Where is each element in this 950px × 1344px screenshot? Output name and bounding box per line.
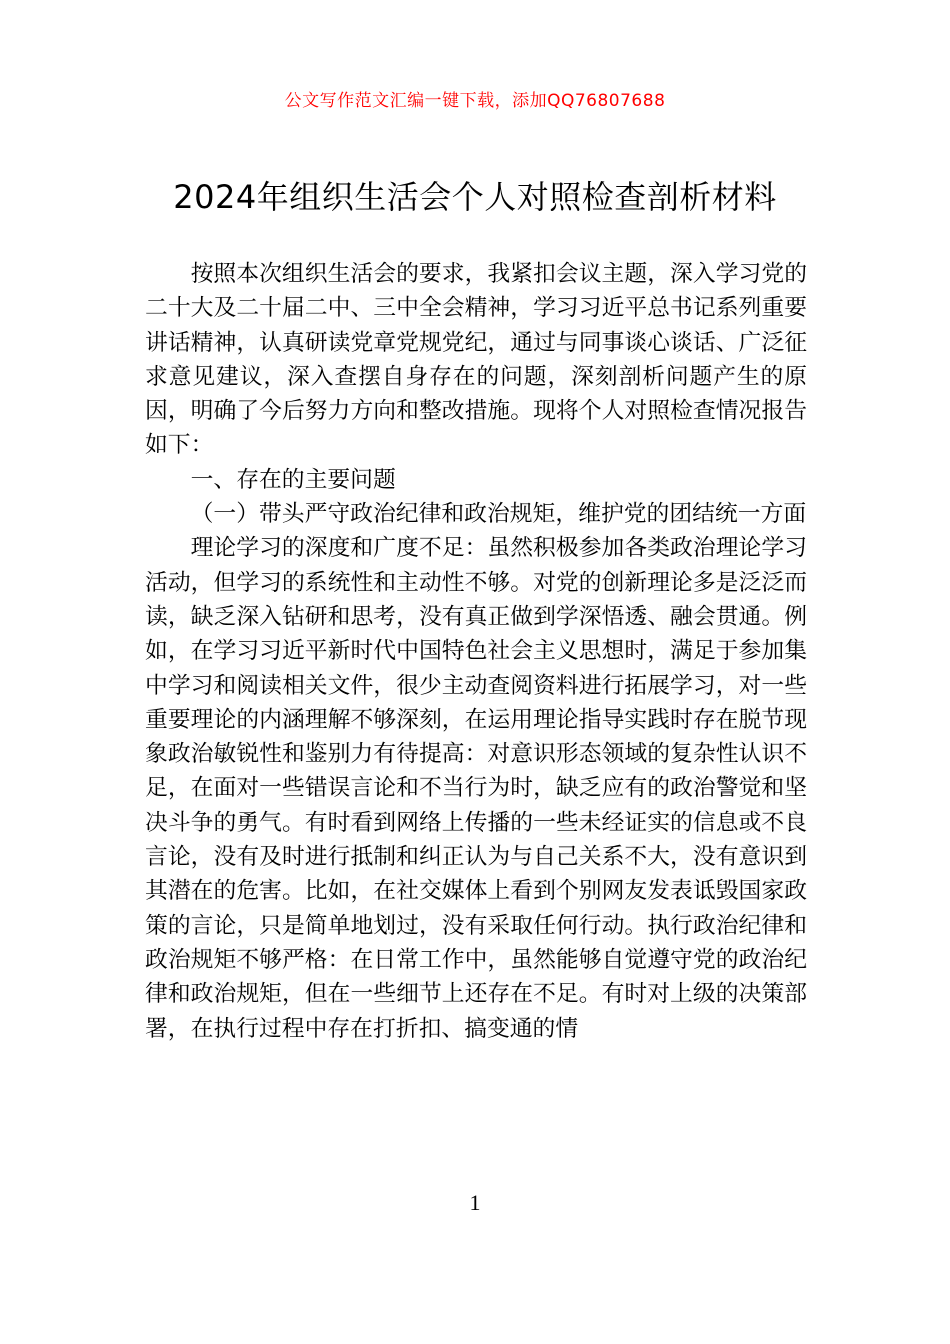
subsection-heading: （一）带头严守政治纪律和政治规矩，维护党的团结统一方面 [190,501,807,528]
document-body [145,257,807,1046]
body-paragraph: 理论学习的深度和广度不足：虽然积极参加各类政治理论学习活动，但学习的系统性和主动性不够。对党的创新理论多是泛泛而读，缺乏深入钻研和思考，没有真正做到学深悟透、融会贯通。例如，在学习习近平新时代中国特色社会主义思想时，满足于参加集中学习和阅读相关文件，很少主动查阅资料进行拓展学习，对一些重要理论的内涵理解不够深刻，在运用理论指导实践时存在脱节现象政治敏锐性和鉴别力有待提高：对意识形态领域的复杂性认识不足，在面对一些错误言论和不当行为时，缺乏应有的政治警觉和坚决斗争的勇气。有时看到网络上传播的一些未经证实的信息或不良言论，没有及时进行抵制和纠正认为与自己关系不大，没有意识到其潜在的危害。比如，在社交媒体上看到个别网友发表诋毁国家政策的言论，只是简单地划过，没有采取任何行动。执行政治纪律和政治规矩不够严格：在日常工作中，虽然能够自觉遵守党的政治纪律和政治规矩，但在一些细节上还存在不足。有时对上级的决策部署，在执行过程中存在打折扣、搞变通的情 [145,535,807,1042]
intro-paragraph: 按照本次组织生活会的要求，我紧扣会议主题，深入学习党的二十大及二十届二中、三中全会精神，学习习近平总书记系列重要讲话精神，认真研读党章党规党纪，通过与同事谈心谈话、广泛征求意见建议，深入查摆自身存在的问题，深刻剖析问题产生的原因，明确了今后努力方向和整改措施。现将个人对照检查情况报告如下： [145,261,807,459]
section-heading: 一、存在的主要问题 [190,466,396,493]
page-number: 1 [469,1190,481,1215]
watermark-text: 公文写作范文汇编一键下载，添加QQ76807688 [284,91,666,111]
document-title: 2024年组织生活会个人对照检查剖析材料 [173,178,777,216]
